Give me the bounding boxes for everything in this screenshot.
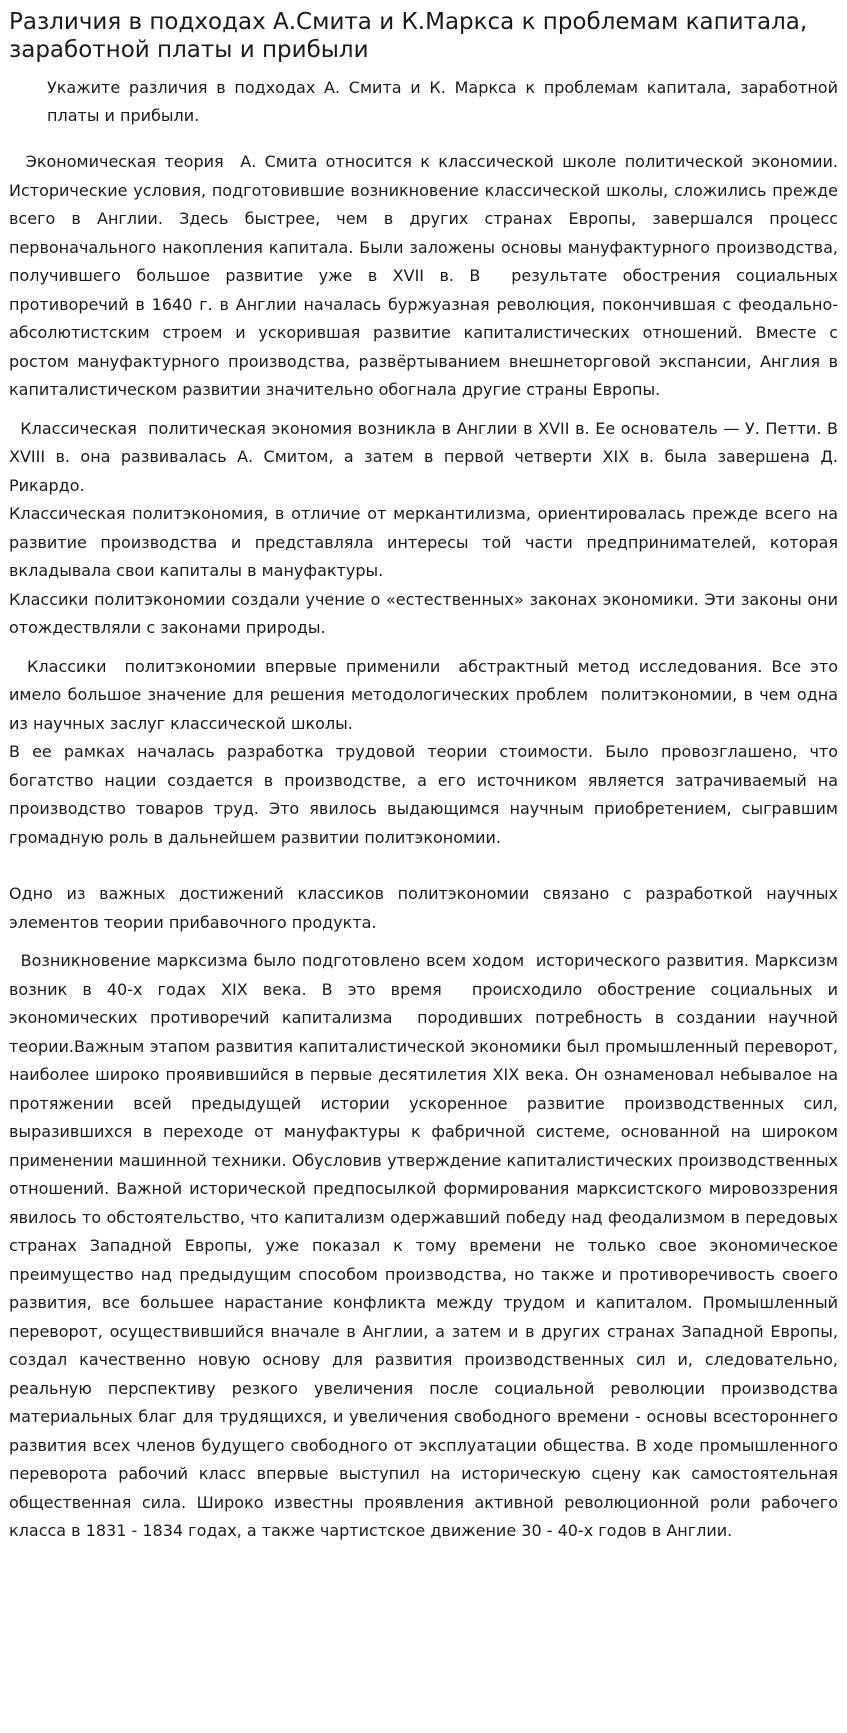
- paragraph-classical-origin: Классическая политическая экономия возникла в Англии в XVII в. Ее основатель — У. Петти. В XVIII в. она развивалась А. Смитом, а затем в первой четверти XIX в. была завершена Д. Рикардо.: [9, 418, 844, 495]
- paragraph-vs-mercantilism: Классическая политэкономия, в отличие от меркантилизма, ориентировалась прежде всего на развитие производства и представляла интересы той части предпринимателей, которая вкладывала свои капиталы в мануфактуры.: [9, 504, 838, 580]
- paragraph-abstract-method: Классики политэкономии впервые применили абстрактный метод исследования. Все это имело большое значение для решения методологических проблем политэкономии, в чем одна из научных заслуг классической школы.: [9, 656, 844, 733]
- page-title: Различия в подходах А.Смита и К.Маркса к проблемам капитала, заработной платы и прибыли: [9, 9, 808, 63]
- paragraph-natural-laws: Классики политэкономии создали учение о «естественных» законах экономики. Эти законы они отождествляли с законами природы.: [9, 589, 838, 637]
- paragraph-labor-theory: В ее рамках началась разработка трудовой теории стоимости. Было провозглашено, что богатство нации создается в производстве, а его источником является затрачиваемый на производство товаров труд. Это явилось выдающимся научным приобретением, сыгравшим громадную роль в дальнейшем развитии политэкономии.: [9, 742, 838, 847]
- paragraph-smith-history: Экономическая теория А. Смита относится к классической школе политической экономии. Исторические условия, подготовившие возникновение классической школы, сложились прежде всего в Англии. Здесь быстрее, чем в других странах Европы, завершался процесс первоначального накопления капитала. Были заложены основы мануфактурного производства, получившего большое развитие уже в XVII в. В результате обострения социальных противоречий в 1640 г. в Англии началась буржуазная революция, покончившая с феодально-абсолютистским строем и ускорившая развитие капиталистических отношений. Вместе с ростом мануфактурного производства, развёртыванием внешнеторговой экспансии, Англия в капиталистическом развитии значительно обогнала другие страны Европы.: [9, 152, 844, 399]
- paragraph-surplus-product: Одно из важных достижений классиков политэкономии связано с разработкой научных элементов теории прибавочного продукта.: [9, 884, 838, 932]
- article-body: [9, 148, 844, 1546]
- question-text: Укажите различия в подходах А. Смита и К. Маркса к проблемам капитала, заработной платы и прибыли.: [47, 78, 838, 125]
- paragraph-marxism: Возникновение марксизма было подготовлено всем ходом исторического развития. Марксизм возник в 40-х годах XIX века. В это время происходило обострение социальных и экономических противоречий капитализма породивших потребность в создании научной теории.Важным этапом развития капиталистической экономики был промышленный переворот, наиболее широко проявившийся в первые десятилетия XIX века. Он ознаменовал небывалое на протяжении всей предыдущей истории ускоренное развитие производственных сил, выразившихся в переходе от мануфактуры к фабричной системе, основанной на широком применении машинной техники. Обусловив утверждение капиталистических производственных отношений. Важной исторической предпосылкой формирования марксистского мировоззрения явилось то обстоятельство, что капитализм одержавший победу над феодализмом в передовых странах Западной Европы, уже показал к тому времени не только свое экономическое преимущество над предыдущим способом производства, но также и противоречивость своего развития, все большее нарастание конфликта между трудом и капиталом. Промышленный переворот, осуществившийся вначале в Англии, а затем и в других странах Западной Европы, создал качественно новую основу для развития производственных сил и, следовательно, реальную перспективу резкого увеличения после социальной революции производства материальных благ для трудящихся, и увеличения свободного времени - основы всестороннего развития всех членов будущего свободного от эксплуатации общества. В ходе промышленного переворота рабочий класс впервые выступил на историческую сцену как самостоятельная общественная сила. Широко известны проявления активной революционной роли рабочего класса в 1831 - 1834 годах, а также чартистское движение 30 - 40-х годов в Англии.: [9, 951, 844, 1540]
